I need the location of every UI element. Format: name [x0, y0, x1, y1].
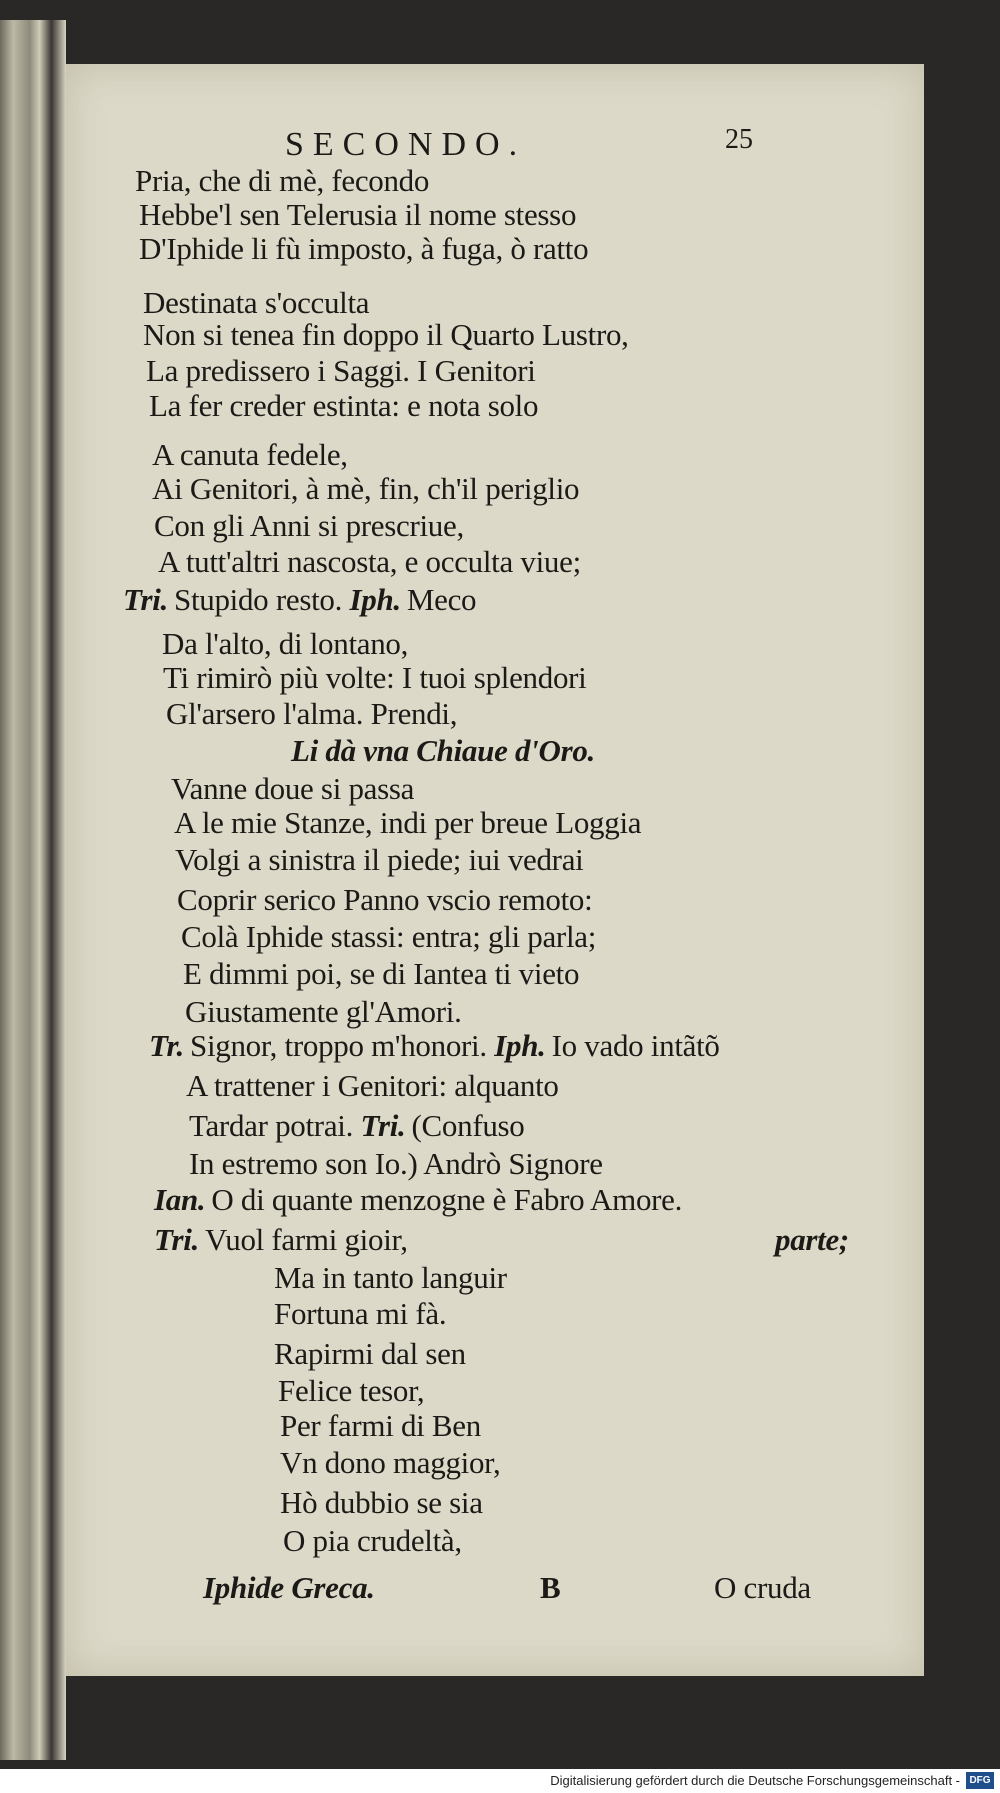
- catchword-left: Iphide Greca.: [203, 1570, 375, 1605]
- line-text: Hebbe'l sen Telerusia il nome stesso: [139, 197, 577, 232]
- verse-line: [189, 1146, 603, 1182]
- line-text: Giustamente gl'Amori.: [185, 994, 462, 1029]
- line-text: Tardar potrai.: [189, 1108, 354, 1143]
- line-text: Ma in tanto languir: [274, 1260, 507, 1295]
- line-text: Da l'alto, di lontano,: [162, 626, 409, 661]
- line-text: A le mie Stanze, indi per breue Loggia: [174, 805, 642, 840]
- line-text: Felice tesor,: [278, 1373, 425, 1408]
- verse-line: [154, 1182, 682, 1218]
- verse-line: [146, 353, 536, 389]
- verse-line: [283, 1523, 462, 1559]
- line-text: Fortuna mi fà.: [274, 1296, 447, 1331]
- verse-line: [174, 805, 641, 841]
- line-text: Vanne doue si passa: [171, 771, 415, 806]
- verse-line: [185, 994, 462, 1030]
- page-number: 25: [725, 124, 753, 155]
- line-text: Gl'arsero l'alma. Prendi,: [166, 696, 458, 731]
- line-text: Hò dubbio se sia: [280, 1485, 483, 1520]
- line-text: A tutt'altri nascosta, e occulta viue;: [158, 544, 581, 579]
- verse-line: [163, 660, 586, 696]
- line-text: Pria, che di mè, fecondo: [135, 163, 430, 198]
- line-text: (Confuso: [411, 1108, 525, 1143]
- line-text: Meco: [406, 582, 477, 617]
- line-text: Con gli Anni si prescriue,: [154, 508, 464, 543]
- verse-line: [181, 919, 596, 955]
- verse-line: [143, 285, 369, 321]
- line-text: E dimmi poi, se di Iantea ti vieto: [183, 956, 580, 991]
- verse-line: [274, 1260, 507, 1296]
- speaker-label: Tri.: [154, 1222, 200, 1257]
- catchword-right: O cruda: [714, 1570, 811, 1605]
- stage-direction-text: Li dà vna Chiaue d'Oro.: [291, 733, 595, 768]
- speaker-label: Iph.: [349, 582, 401, 617]
- line-text: Io vado intãtõ: [551, 1028, 720, 1063]
- line-text: Stupido resto.: [174, 582, 343, 617]
- verse-line: [274, 1336, 466, 1372]
- speaker-label: Iph.: [494, 1028, 546, 1063]
- speaker-label: Tri.: [123, 582, 169, 617]
- speaker-label: Ian.: [154, 1182, 206, 1217]
- line-text: A trattener i Genitori: alquanto: [186, 1068, 559, 1103]
- line-text: Per farmi di Ben: [280, 1408, 481, 1443]
- verse-line: [166, 696, 457, 732]
- line-text: O pia crudeltà,: [283, 1523, 462, 1558]
- line-text: Coprir serico Panno vscio remoto:: [177, 882, 593, 917]
- line-text: Ti rimirò più volte: I tuoi splendori: [163, 660, 587, 695]
- line-text: La fer creder estinta: e nota solo: [149, 388, 539, 423]
- verse-line: [278, 1373, 424, 1409]
- verse-line: [274, 1296, 446, 1332]
- line-text: Signor, troppo m'honori.: [190, 1028, 487, 1063]
- line-text: O di quante menzogne è Fabro Amore.: [211, 1182, 683, 1217]
- verse-line: [152, 471, 579, 507]
- footer-credit: Digitalisierung gefördert durch die Deutsche Forschungsgemeinschaft -: [550, 1773, 960, 1788]
- verse-line: [171, 771, 414, 807]
- line-text: La predissero i Saggi. I Genitori: [146, 353, 536, 388]
- line-text: Colà Iphide stassi: entra; gli parla;: [181, 919, 597, 954]
- line-text: Rapirmi dal sen: [274, 1336, 466, 1371]
- line-text: Volgi a sinistra il piede; iui vedrai: [175, 842, 584, 877]
- verse-line: [186, 1068, 559, 1104]
- aside-direction: parte;: [775, 1222, 849, 1257]
- line-text: Destinata s'occulta: [143, 285, 370, 320]
- footer-bar: [0, 1769, 1000, 1793]
- verse-line: [154, 1222, 408, 1258]
- line-text: Non si tenea fin doppo il Quarto Lustro,: [143, 317, 629, 352]
- line-text: Vn dono maggior,: [280, 1445, 501, 1480]
- speaker-label: Tri.: [360, 1108, 406, 1143]
- stage-direction: [291, 733, 595, 769]
- running-head: SECONDO.: [285, 126, 527, 163]
- verse-line: [139, 231, 588, 267]
- speaker-label: Tr.: [149, 1028, 184, 1063]
- dfg-logo: DFG: [966, 1772, 994, 1789]
- verse-line: [280, 1445, 500, 1481]
- verse-line: [123, 582, 476, 618]
- line-text: D'Iphide li fù imposto, à fuga, ò ratto: [139, 231, 589, 266]
- verse-line: [152, 437, 348, 473]
- line-text: Ai Genitori, à mè, fin, ch'il periglio: [152, 471, 580, 506]
- line-text: A canuta fedele,: [152, 437, 348, 472]
- book-page-edges: [0, 20, 66, 1760]
- verse-line: [143, 317, 629, 353]
- verse-line: [154, 508, 464, 544]
- verse-line: [149, 1028, 720, 1064]
- verse-line: [162, 626, 408, 662]
- verse-line: [135, 163, 429, 199]
- verse-line: [158, 544, 581, 580]
- signature-mark: B: [540, 1570, 561, 1605]
- verse-line: [149, 388, 538, 424]
- verse-line: [177, 882, 592, 918]
- verse-line: [189, 1108, 525, 1144]
- verse-line: [175, 842, 583, 878]
- verse-line: [280, 1408, 481, 1444]
- line-text: In estremo son Io.) Andrò Signore: [189, 1146, 603, 1181]
- verse-line: [280, 1485, 483, 1521]
- line-text: Vuol farmi gioir,: [205, 1222, 408, 1257]
- verse-line: [183, 956, 579, 992]
- verse-line: [139, 197, 576, 233]
